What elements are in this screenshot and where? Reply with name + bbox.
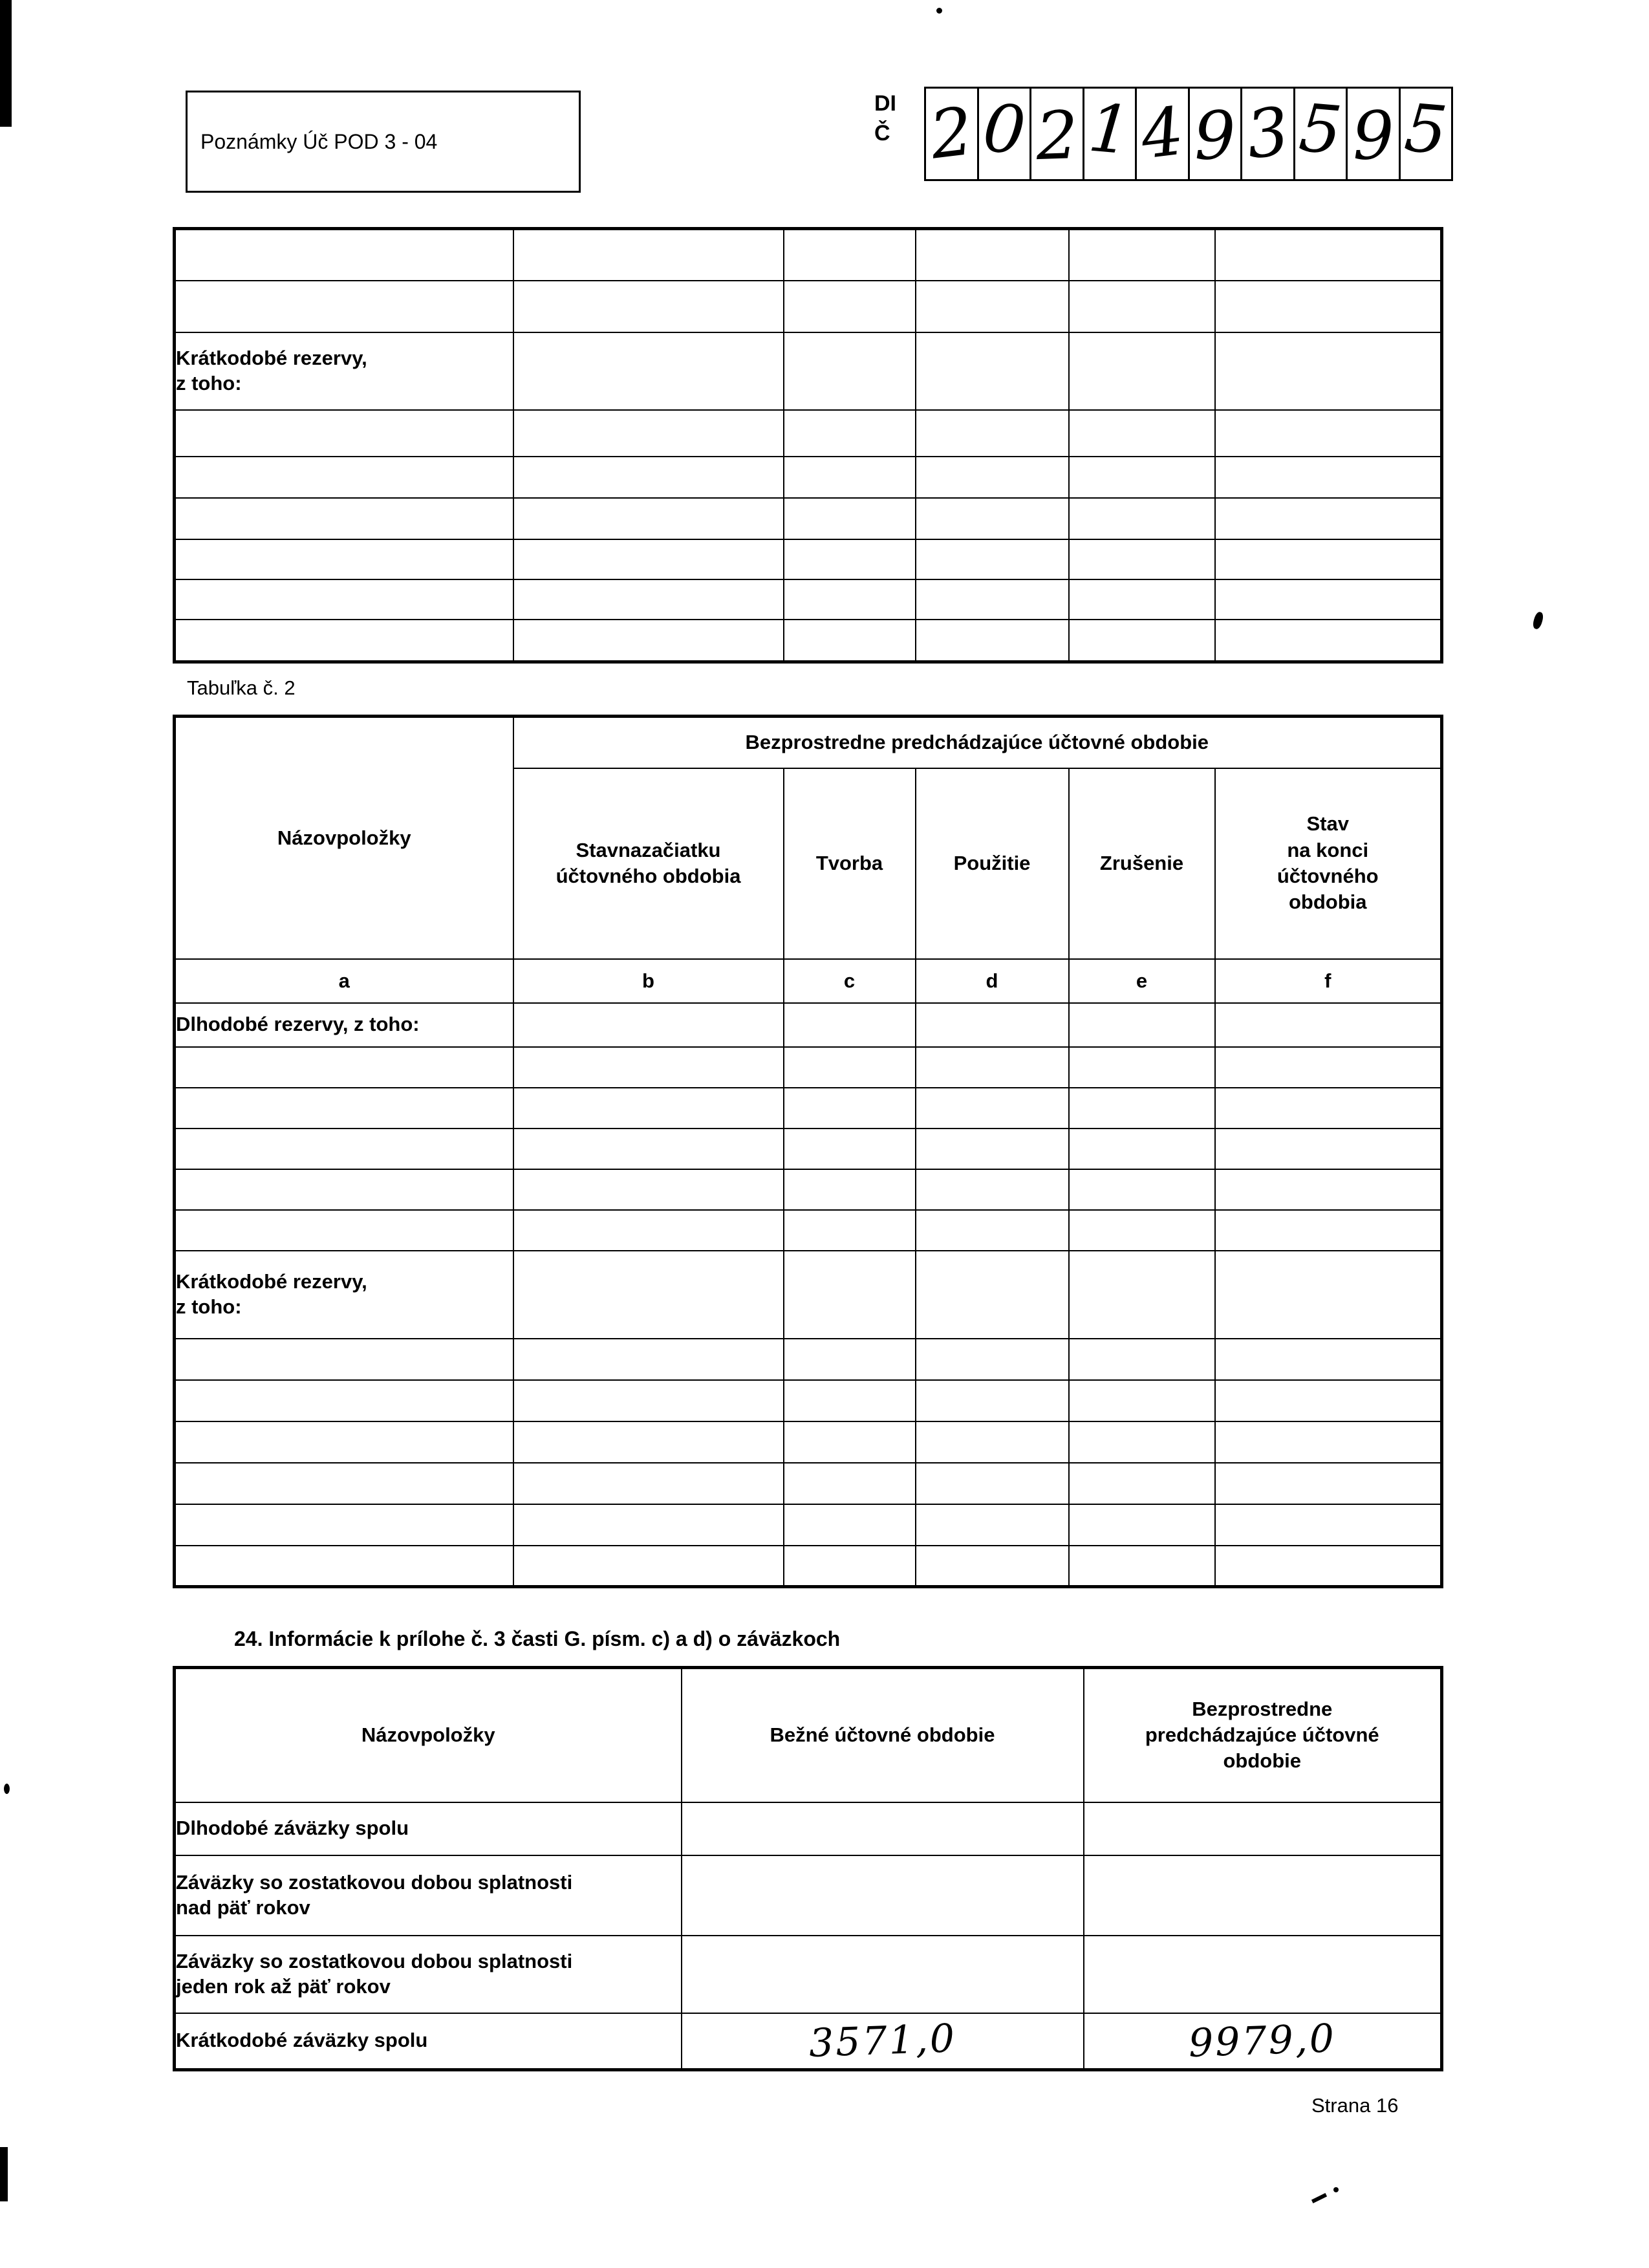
col-header-nazov: Názovpoložky — [175, 1668, 682, 1802]
col-header-e: Zrušenie — [1069, 768, 1215, 959]
handwritten-digit: 9 — [1350, 96, 1396, 176]
dic-digit-cell — [1190, 89, 1243, 179]
table-row — [175, 1504, 1442, 1546]
table-row — [175, 1546, 1442, 1587]
col-header-c: Tvorba — [784, 768, 916, 959]
table-row-kratkodobe-rezervy — [175, 1251, 1442, 1339]
table-row — [175, 579, 1442, 620]
scan-artifact — [0, 0, 12, 127]
col-header-bezne: Bežné účtovné obdobie — [682, 1668, 1084, 1802]
value-cell-bezne — [682, 2013, 1084, 2070]
table-row-dlhodobe-rezervy — [175, 1003, 1442, 1047]
table-row — [175, 539, 1442, 579]
row-label: Záväzky so zostatkovou dobou splatnosti nad päť rokov — [175, 1855, 682, 1936]
scan-artifact — [4, 1784, 10, 1794]
handwritten-digit: 2 — [925, 92, 977, 175]
dic-digit-cell — [1137, 89, 1190, 179]
handwritten-digit: 9 — [1192, 96, 1238, 176]
scan-artifact — [1311, 2193, 1327, 2203]
col-header-nazov: Názovpoložky — [175, 717, 513, 959]
reserves-table-continued — [173, 227, 1443, 664]
table-row — [175, 1421, 1442, 1463]
handwritten-digit: 1 — [1085, 89, 1134, 170]
page-number: Strana 16 — [1311, 2094, 1399, 2117]
handwritten-digit: 0 — [980, 89, 1029, 170]
handwritten-value: 3571,0 — [808, 2015, 957, 2066]
handwritten-digit: 5 — [1401, 89, 1450, 170]
dic-digit-cell — [1242, 89, 1295, 179]
table-row — [175, 1047, 1442, 1088]
dic-digit-cell — [1295, 89, 1348, 179]
table-row — [175, 1169, 1442, 1210]
scan-artifact — [936, 8, 942, 14]
table-row-kratkodobe-zavazky — [175, 2013, 1442, 2070]
handwritten-value: 9979,0 — [1187, 2015, 1337, 2066]
table-row — [175, 229, 1442, 281]
table-row — [175, 620, 1442, 662]
table-row — [175, 1380, 1442, 1421]
table-row — [175, 498, 1442, 539]
row-label: Krátkodobé rezervy, z toho: — [175, 332, 513, 410]
table-row — [175, 1129, 1442, 1169]
section-24-heading: 24. Informácie k prílohe č. 3 časti G. písm. c) a d) o záväzkoch — [234, 1627, 841, 1650]
table-row-zavazky-nad-5r — [175, 1855, 1442, 1936]
table-header-row — [175, 1668, 1442, 1802]
row-label: Krátkodobé záväzky spolu — [175, 2013, 682, 2070]
table-row — [175, 410, 1442, 457]
table2-caption: Tabuľka č. 2 — [187, 676, 296, 699]
table-row — [175, 457, 1442, 498]
table-header-row — [175, 717, 1442, 768]
dic-label — [874, 89, 896, 149]
handwritten-digit: 5 — [1296, 89, 1345, 170]
dic-digit-cell — [1401, 89, 1452, 179]
col-header-d: Použitie — [916, 768, 1069, 959]
row-label: Záväzky so zostatkovou dobou splatnosti jeden rok až päť rokov — [175, 1936, 682, 2013]
scan-artifact — [1333, 2187, 1339, 2192]
table-row — [175, 281, 1442, 332]
col-header-predchadzajuce: Bezprostredne predchádzajúce účtovné obdobie — [1084, 1668, 1442, 1802]
dic-digit-cell — [1348, 89, 1401, 179]
scan-artifact — [0, 2147, 8, 2201]
reserves-table-2 — [173, 715, 1443, 1588]
table-row-zavazky-1r-5r — [175, 1936, 1442, 2013]
column-letter-row: a b c d e f — [175, 959, 1442, 1003]
span-header: Bezprostredne predchádzajúce účtovné obdobie — [513, 717, 1442, 768]
table-row-kratkodobe-rezervy — [175, 332, 1442, 410]
table-row — [175, 1339, 1442, 1380]
dic-number-boxes — [924, 87, 1453, 181]
table-row — [175, 1463, 1442, 1504]
dic-digit-cell — [1084, 89, 1137, 179]
col-header-f: Stav na konci účtovného obdobia — [1215, 768, 1442, 959]
table-row-dlhodobe-zavazky — [175, 1802, 1442, 1855]
table-row — [175, 1088, 1442, 1129]
handwritten-digit: 4 — [1136, 92, 1188, 175]
row-label: Dlhodobé rezervy, z toho: — [175, 1003, 513, 1047]
scan-artifact — [1532, 611, 1545, 631]
row-label: Dlhodobé záväzky spolu — [175, 1802, 682, 1855]
col-header-b: Stavnazačiatku účtovného obdobia — [513, 768, 784, 959]
dic-label-line1: DI — [874, 91, 896, 116]
handwritten-digit: 3 — [1242, 92, 1293, 175]
handwritten-digit: 2 — [1034, 96, 1079, 176]
dic-label-line2: Č — [874, 120, 890, 146]
dic-digit-cell — [979, 89, 1032, 179]
row-label: Krátkodobé rezervy, z toho: — [175, 1251, 513, 1339]
form-id-box — [186, 91, 581, 193]
dic-digit-cell — [1031, 89, 1084, 179]
value-cell-predchadzajuce — [1084, 2013, 1442, 2070]
dic-digit-cell — [926, 89, 979, 179]
liabilities-table — [173, 1666, 1443, 2071]
table-row — [175, 1210, 1442, 1251]
form-id-label: Poznámky Úč POD 3 - 04 — [200, 129, 438, 153]
